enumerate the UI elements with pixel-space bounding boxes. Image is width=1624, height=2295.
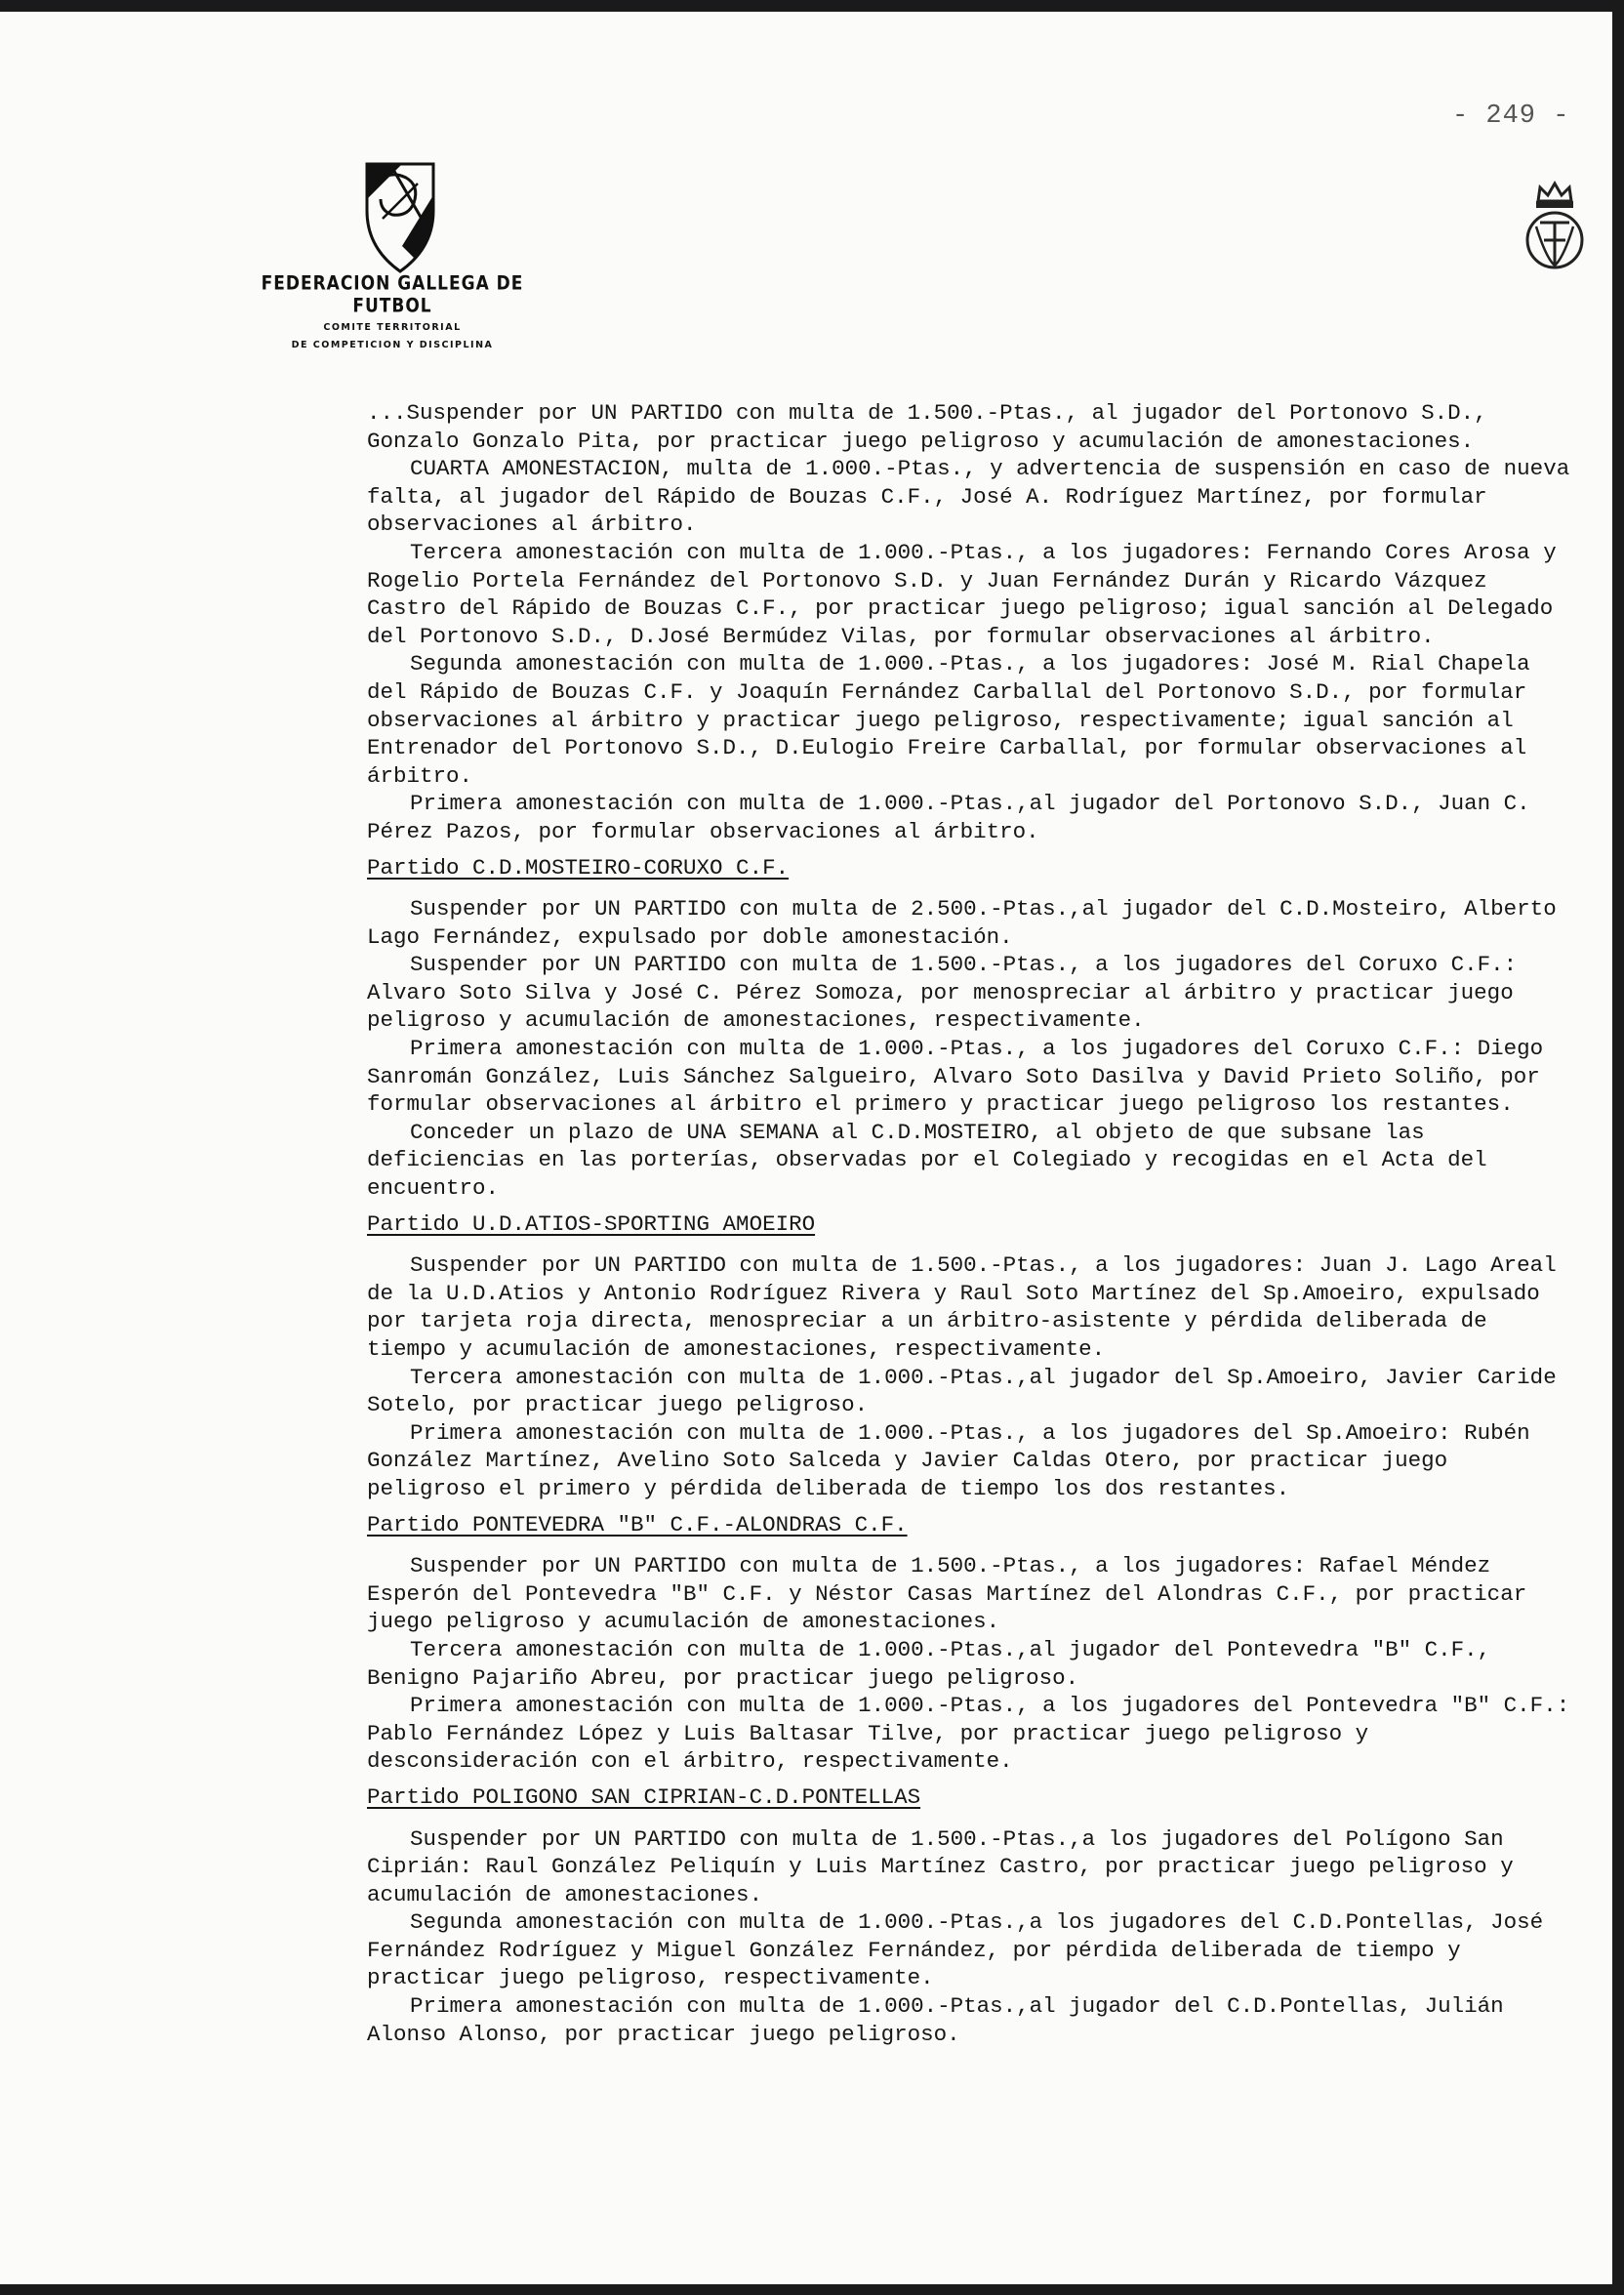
section-paragraph: Suspender por UN PARTIDO con multa de 1.500.-Ptas., a los jugadores: Rafael Méndez Esperón del Pontevedra "B" C.F. y Néstor Casas Martínez del Alondras C.F., por practicar juego peligroso y acumulación de amonestaciones. bbox=[367, 1553, 1527, 1635]
section-paragraph: Suspender por UN PARTIDO con multa de 2.500.-Ptas.,al jugador del C.D.Mosteiro, Alberto Lago Fernández, expulsado por doble amonestación. bbox=[367, 896, 1557, 950]
intro-paragraph: CUARTA AMONESTACION, multa de 1.000.-Ptas., y advertencia de suspensión en caso de nueva falta, al jugador del Rápido de Bouzas C.F., José A. Rodríguez Martínez, por formular observaciones al árbitro. bbox=[367, 456, 1570, 538]
section-paragraph: Primera amonestación con multa de 1.000.-Ptas., a los jugadores del Sp.Amoeiro: Rubén González Martínez, Avelino Soto Salceda y Javier Caldas Otero, por practicar juego peligroso el primero y pérdida deliberada de tiempo los dos restantes. bbox=[367, 1419, 1530, 1501]
federation-crest-icon bbox=[363, 160, 437, 275]
section-paragraph: Conceder un plazo de UNA SEMANA al C.D.MOSTEIRO, al objeto de que subsane las deficiencias en las porterías, observadas por el Colegiado y recogidas en el Acta del encuentro. bbox=[367, 1119, 1487, 1202]
section-paragraph: Primera amonestación con multa de 1.000.-Ptas.,al jugador del C.D.Pontellas, Julián Alonso Alonso, por practicar juego peligroso. bbox=[367, 1993, 1504, 2047]
section-paragraph: Suspender por UN PARTIDO con multa de 1.500.-Ptas., a los jugadores del Coruxo C.F.: Alvaro Soto Silva y José C. Pérez Somoza, por menospreciar al árbitro y practicar juego peligroso y acumulación de amonestaciones, respectivamente. bbox=[367, 952, 1518, 1034]
section-paragraph: Primera amonestación con multa de 1.000.-Ptas., a los jugadores del Pontevedra "B" C.F.: Pablo Fernández López y Luis Baltasar Tilve, por practicar juego peligroso y desconsideración con el árbitro, respectivamente. bbox=[367, 1693, 1570, 1775]
intro-paragraph: Primera amonestación con multa de 1.000.-Ptas.,al jugador del Portonovo S.D., Juan C. Pérez Pazos, por formular observaciones al árbitro. bbox=[367, 791, 1530, 844]
section-paragraph: Tercera amonestación con multa de 1.000.-Ptas.,al jugador del Pontevedra "B" C.F., Benigno Pajariño Abreu, por practicar juego peligroso. bbox=[367, 1636, 1491, 1691]
section-paragraph: Tercera amonestación con multa de 1.000.-Ptas.,al jugador del Sp.Amoeiro, Javier Caride Sotelo, por practicar juego peligroso. bbox=[367, 1364, 1557, 1418]
section-heading: Partido C.D.MOSTEIRO-CORUXO C.F. bbox=[367, 854, 790, 881]
section-heading: Partido U.D.ATIOS-SPORTING AMOEIRO bbox=[367, 1210, 816, 1237]
section-paragraph: Primera amonestación con multa de 1.000.-Ptas., a los jugadores del Coruxo C.F.: Diego Sanromán González, Luis Sánchez Salgueiro, Alvaro Soto Dasilva y David Prieto Soliño, por formular observaciones al árbitro el primero y practicar juego peligroso los restantes. bbox=[367, 1036, 1544, 1118]
committee-name-line1: COMITE TERRITORIAL bbox=[323, 322, 462, 333]
crown-emblem-icon bbox=[1522, 180, 1587, 273]
section-paragraph: Suspender por UN PARTIDO con multa de 1.500.-Ptas., a los jugadores: Juan J. Lago Areal de la U.D.Atios y Antonio Rodríguez Rivera y Raul Soto Martínez del Sp.Amoeiro, expulsado por tarjeta roja directa, menospreciar a un árbitro-asistente y pérdida deliberada de tiempo y acumulación de amonestaciones, respectivamente. bbox=[367, 1252, 1557, 1362]
intro-paragraph: Segunda amonestación con multa de 1.000.-Ptas., a los jugadores: José M. Rial Chapela del Rápido de Bouzas C.F. y Joaquín Fernández Carballal del Portonovo S.D., por formular observaciones al árbitro y practicar juego peligroso, respectivamente; igual sanción al Entrenador del Portonovo S.D., D.Eulogio Freire Carballal, por formular observaciones al árbitro. bbox=[367, 651, 1530, 789]
intro-paragraph: ...Suspender por UN PARTIDO con multa de 1.500.-Ptas., al jugador del Portonovo S.D., Gonzalo Gonzalo Pita, por practicar juego peligroso y acumulación de amonestaciones. bbox=[367, 400, 1487, 454]
section-heading: Partido POLIGONO SAN CIPRIAN-C.D.PONTELLAS bbox=[367, 1783, 921, 1810]
intro-paragraph: Tercera amonestación con multa de 1.000.-Ptas., a los jugadores: Fernando Cores Arosa y Rogelio Portela Fernández del Portonovo S.D. y Juan Fernández Durán y Ricardo Vázquez Castro del Rápido de Bouzas C.F., por practicar juego peligroso; igual sanción al Delegado del Portonovo S.D., D.José Bermúdez Vilas, por formular observaciones al árbitro. bbox=[367, 539, 1557, 649]
section-heading: Partido PONTEVEDRA "B" C.F.-ALONDRAS C.F. bbox=[367, 1511, 908, 1537]
page-number: - 249 - bbox=[1452, 102, 1570, 131]
document-page bbox=[0, 12, 1612, 2284]
committee-name-line2: DE COMPETICION Y DISCIPLINA bbox=[291, 340, 494, 350]
section-paragraph: Suspender por UN PARTIDO con multa de 1.500.-Ptas.,a los jugadores del Polígono San Ciprián: Raul González Peliquín y Luis Martínez Castro, por practicar juego peligroso y acumulación de amonestaciones. bbox=[367, 1825, 1514, 1907]
organization-name: FEDERACION GALLEGA DE FUTBOL bbox=[261, 272, 524, 317]
document-body bbox=[367, 399, 1577, 2048]
section-paragraph: Segunda amonestación con multa de 1.000.-Ptas.,a los jugadores del C.D.Pontellas, José Fernández Rodríguez y Miguel González Fernández, por pérdida deliberada de tiempo y practicar juego peligroso, respectivamente. bbox=[367, 1909, 1544, 1991]
